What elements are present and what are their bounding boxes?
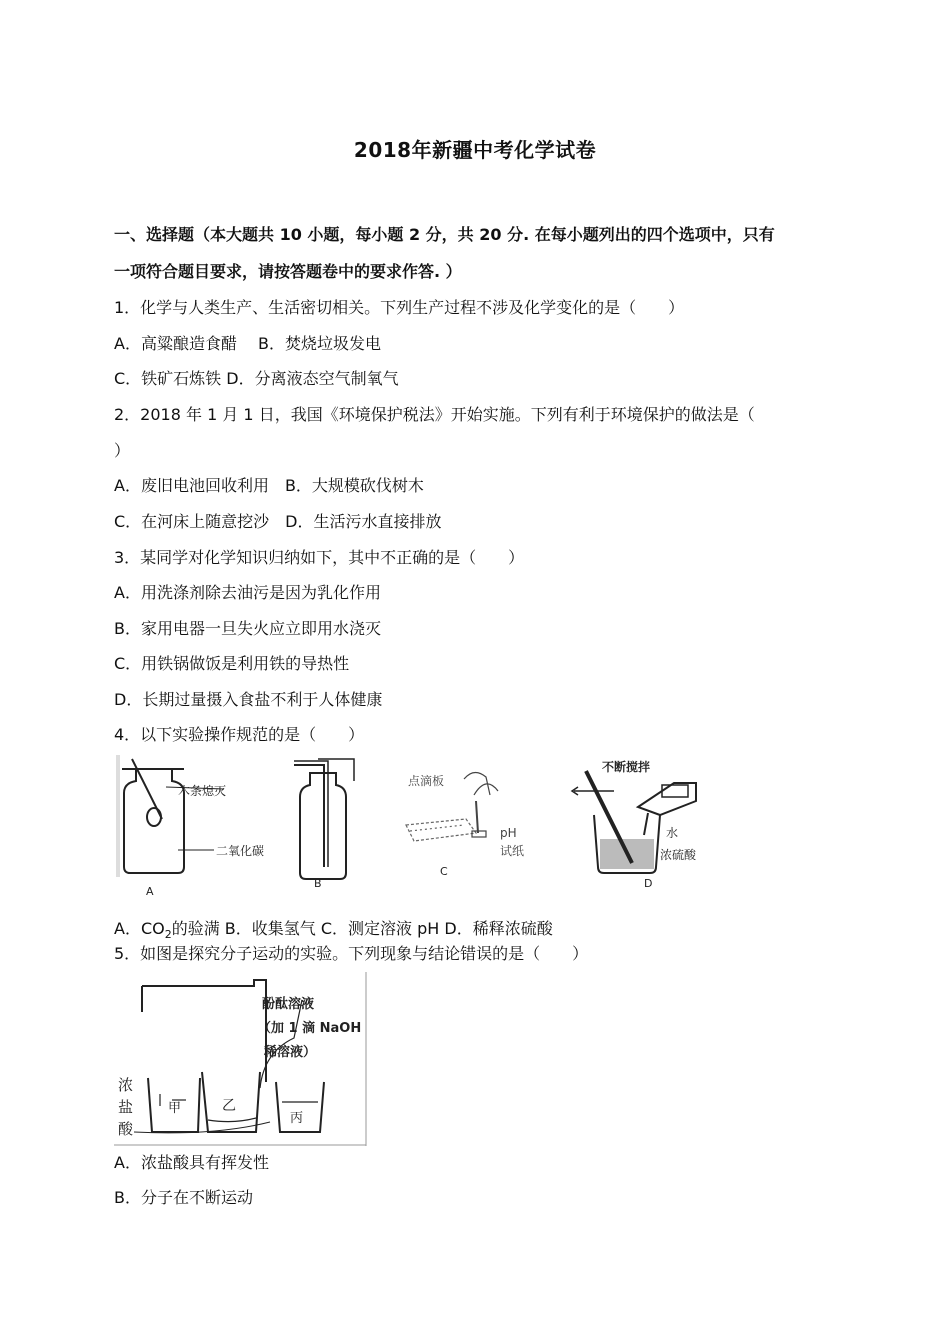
- q4-a-letter: A: [146, 885, 154, 898]
- q2-stem-cont: ）: [114, 441, 131, 460]
- q5-figure: [114, 972, 370, 1148]
- q3-option-a: A．用洗涤剂除去油污是因为乳化作用: [114, 583, 381, 602]
- q4-c-ph: pH: [500, 826, 517, 840]
- q5-label-3: 稀溶液）: [264, 1045, 317, 1060]
- section-heading-line1: 一、选择题（本大题共 10 小题，每小题 2 分，共 20 分. 在每小题列出的四个选项中，只有: [114, 225, 775, 244]
- q5-stem: 5．如图是探究分子运动的实验。下列现象与结论错误的是（ ）: [114, 944, 589, 963]
- q4-stem: 4．以下实验操作规范的是（ ）: [114, 725, 365, 744]
- q3-option-b: B．家用电器一旦失火应立即用水浇灭: [114, 619, 381, 638]
- q2-stem: 2．2018 年 1 月 1 日，我国《环境保护税法》开始实施。下列有利于环境保护的做法是（: [114, 405, 755, 424]
- q1-options-cd: C．铁矿石炼铁 D．分离液态空气制氧气: [114, 369, 399, 388]
- q4-b-letter: B: [314, 877, 322, 890]
- q4-c-letter: C: [440, 865, 448, 878]
- q4-apparatus-a: [116, 755, 227, 877]
- q5-side-1: 浓: [118, 1076, 134, 1094]
- q1-options-ab: A．高粱酿造食醋 B．焚烧垃圾发电: [114, 334, 382, 353]
- q5-side-2: 盐: [118, 1098, 134, 1116]
- q4-d-stir: 不断搅拌: [602, 760, 651, 774]
- q3-option-c: C．用铁锅做饭是利用铁的导热性: [114, 654, 350, 673]
- q4-d-acid: 浓硫酸: [660, 848, 697, 862]
- section-heading-line2: 一项符合题目要求，请按答题卷中的要求作答. ）: [114, 262, 462, 281]
- q2-options-cd: C．在河床上随意挖沙 D．生活污水直接排放: [114, 512, 442, 531]
- q2-options-ab: A．废旧电池回收利用 B．大规模砍伐树木: [114, 476, 424, 495]
- q5-beaker-2: 乙: [222, 1098, 236, 1114]
- q4-options: [114, 916, 844, 941]
- q5-option-a: A．浓盐酸具有挥发性: [114, 1153, 269, 1172]
- q4-figure: [114, 755, 704, 900]
- q4-a-gas: 二氧化碳: [216, 844, 265, 858]
- q4-options-sub: 2: [164, 928, 172, 942]
- q4-a-note: 木条熄灭: [178, 784, 227, 798]
- q5-beaker-1: 甲: [168, 1101, 182, 1116]
- q4-options-pre: A．CO: [114, 919, 165, 938]
- q3-option-d: D．长期过量摄入食盐不利于人体健康: [114, 690, 383, 709]
- q4-c-plate: 点滴板: [408, 774, 445, 788]
- q5-option-b: B．分子在不断运动: [114, 1188, 253, 1207]
- q5-label-2: （加 1 滴 NaOH: [258, 1021, 362, 1036]
- q4-options-post: 的验满 B．收集氢气 C．测定溶液 pH D．稀释浓硫酸: [171, 919, 553, 938]
- q4-d-letter: D: [644, 877, 653, 890]
- q5-apparatus: [114, 972, 366, 1146]
- page-title: 2018年新疆中考化学试卷: [353, 138, 597, 162]
- q4-c-paper: 试纸: [500, 844, 525, 858]
- q3-stem: 3．某同学对化学知识归纳如下，其中不正确的是（ ）: [114, 548, 525, 567]
- q5-beaker-3: 丙: [290, 1111, 304, 1126]
- q1-stem: 1．化学与人类生产、生活密切相关。下列生产过程不涉及化学变化的是（ ）: [114, 298, 685, 317]
- q4-d-water: 水: [666, 826, 679, 840]
- q5-label-1: 酚酞溶液: [262, 997, 315, 1012]
- q5-side-3: 酸: [118, 1120, 134, 1138]
- q4-apparatus-b: [294, 759, 354, 879]
